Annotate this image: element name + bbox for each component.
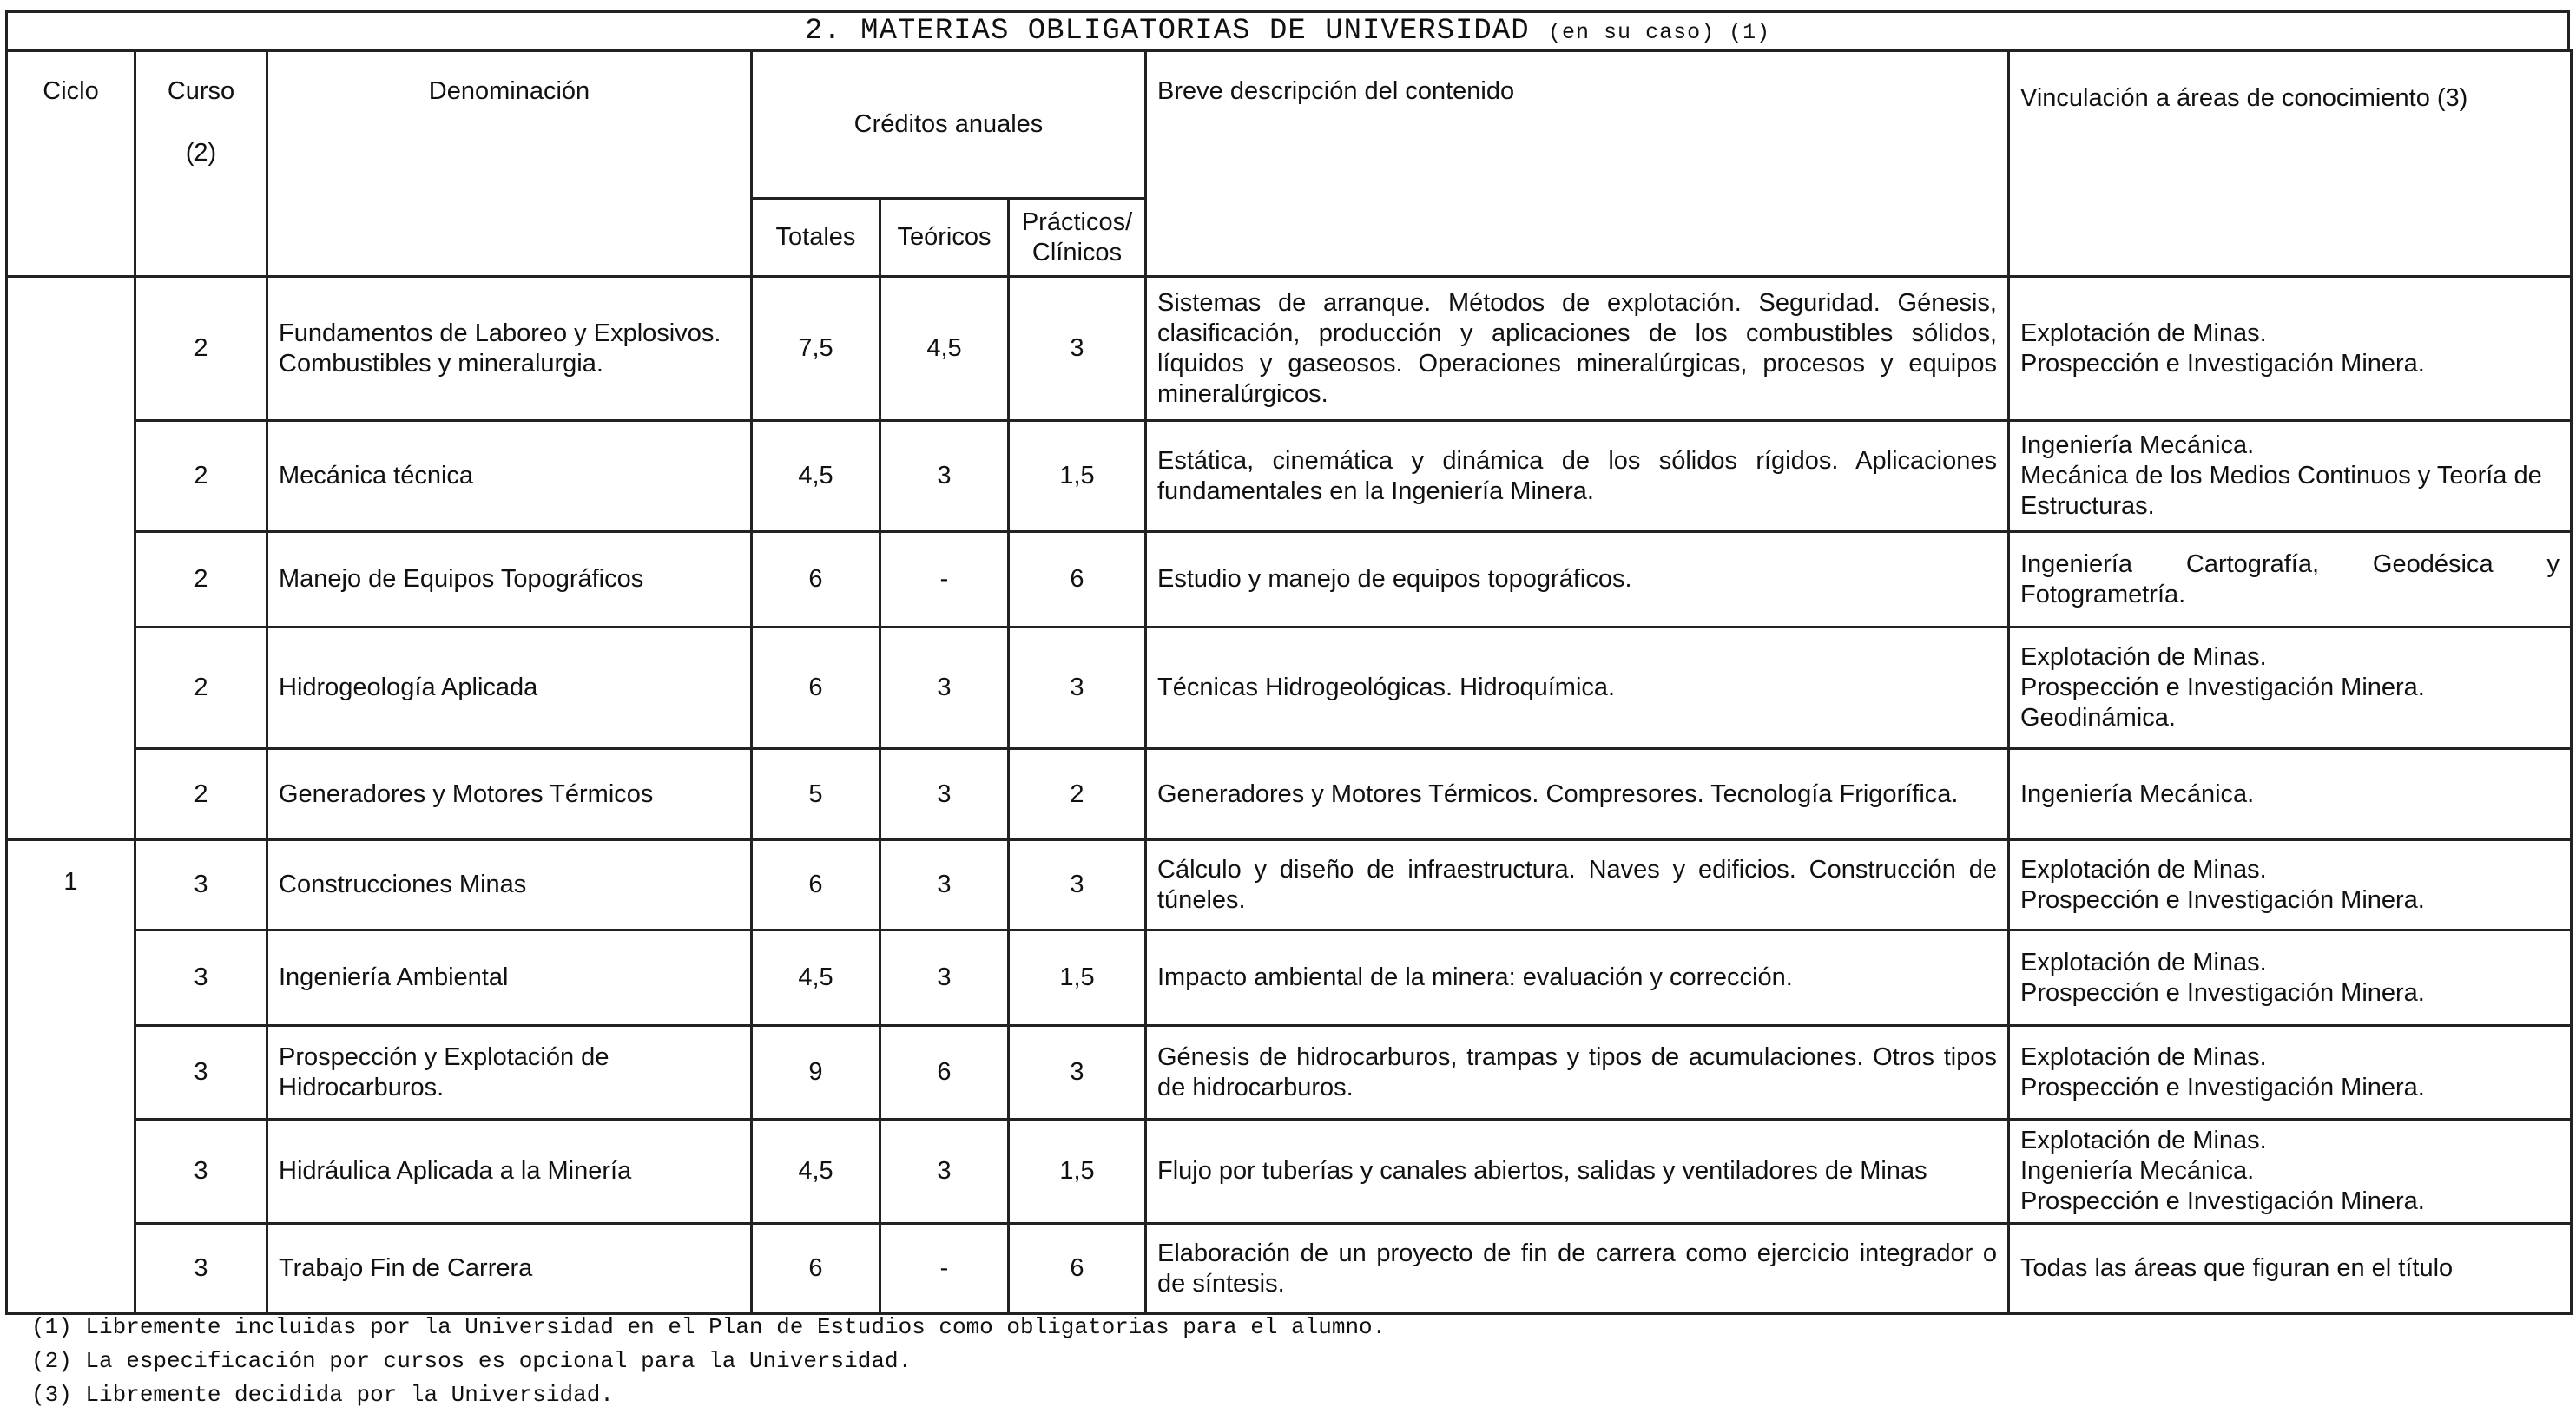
cell-denominacion: Fundamentos de Laboreo y Explosivos. Combustibles y mineralurgia. [267, 277, 752, 421]
cell-denominacion: Hidráulica Aplicada a la Minería [267, 1120, 752, 1224]
cell-descripcion: Impacto ambiental de la minera: evaluación y corrección. [1146, 930, 2009, 1026]
cell-curso: 3 [135, 930, 267, 1026]
table-row [7, 840, 2572, 930]
cell-curso: 2 [135, 421, 267, 532]
header-creditos: Créditos anuales [752, 51, 1146, 199]
cell-curso: 3 [135, 1026, 267, 1120]
cell-totales: 4,5 [752, 421, 880, 532]
vinculacion-line: Explotación de Minas. [2020, 1127, 2267, 1154]
cell-curso: 2 [135, 277, 267, 421]
cell-vinculacion [2009, 1224, 2572, 1314]
cell-descripcion: Elaboración de un proyecto de fin de carrera como ejercicio integrador o de síntesis. [1146, 1224, 2009, 1314]
vinculacion-line: Explotación de Minas. [2020, 643, 2267, 671]
cell-teoricos: - [880, 532, 1009, 628]
header-row-1 [7, 51, 2572, 199]
cell-descripcion: Génesis de hidrocarburos, trampas y tipos de acumulaciones. Otros tipos de hidrocarburos. [1146, 1026, 2009, 1120]
cell-totales: 9 [752, 1026, 880, 1120]
vinculacion-line: Ingeniería Mecánica. [2020, 431, 2255, 459]
cell-teoricos: 3 [880, 930, 1009, 1026]
cell-totales: 4,5 [752, 930, 880, 1026]
cell-curso: 3 [135, 840, 267, 930]
table-row [7, 1224, 2572, 1314]
cell-curso: 2 [135, 532, 267, 628]
cell-practicos: 1,5 [1009, 421, 1146, 532]
cell-practicos: 3 [1009, 277, 1146, 421]
subjects-table [5, 49, 2573, 1315]
cell-practicos: 3 [1009, 840, 1146, 930]
header-curso-label: Curso [167, 77, 235, 105]
vinculacion-line: Ingeniería Cartografía, Geodésica y Fotogrametría. [2020, 549, 2560, 608]
header-denominacion: Denominación [267, 51, 752, 277]
header-curso-note: (2) [185, 139, 217, 167]
cell-teoricos: 4,5 [880, 277, 1009, 421]
cell-descripcion: Estática, cinemática y dinámica de los sólidos rígidos. Aplicaciones fundamentales en la Ingeniería Minera. [1146, 421, 2009, 532]
header-descripcion: Breve descripción del contenido [1146, 51, 2009, 277]
cell-teoricos: - [880, 1224, 1009, 1314]
cell-vinculacion [2009, 749, 2572, 840]
footnote-1: (1) Libremente incluidas por la Universidad en el Plan de Estudios como obligatorias para el alumno. [31, 1314, 1387, 1340]
table-row [7, 628, 2572, 749]
cell-practicos: 1,5 [1009, 930, 1146, 1026]
footnotes [31, 1311, 1386, 1412]
cell-totales: 4,5 [752, 1120, 880, 1224]
vinculacion-line: Todas las áreas que figuran en el título [2020, 1254, 2454, 1282]
vinculacion-line: Explotación de Minas. [2020, 948, 2267, 976]
vinculacion-line: Prospección e Investigación Minera. [2020, 674, 2425, 701]
header-teoricos: Teóricos [880, 199, 1009, 277]
footnote-3: (3) Libremente decidida por la Universidad. [31, 1382, 614, 1408]
cell-teoricos: 3 [880, 1120, 1009, 1224]
vinculacion-line: Ingeniería Mecánica. [2020, 1157, 2255, 1185]
table-row [7, 749, 2572, 840]
vinculacion-line: Prospección e Investigación Minera. [2020, 1187, 2425, 1215]
title-main: 2. MATERIAS OBLIGATORIAS DE UNIVERSIDAD [804, 15, 1530, 48]
vinculacion-line: Ingeniería Mecánica. [2020, 779, 2255, 808]
cell-totales: 6 [752, 840, 880, 930]
cell-practicos: 6 [1009, 532, 1146, 628]
cell-totales: 6 [752, 1224, 880, 1314]
cell-descripcion: Generadores y Motores Térmicos. Compresores. Tecnología Frigorífica. [1146, 749, 2009, 840]
table-row [7, 1120, 2572, 1224]
cell-denominacion: Trabajo Fin de Carrera [267, 1224, 752, 1314]
cell-totales: 7,5 [752, 277, 880, 421]
cell-denominacion: Hidrogeología Aplicada [267, 628, 752, 749]
cell-denominacion: Prospección y Explotación de Hidrocarburos. [267, 1026, 752, 1120]
cell-denominacion: Manejo de Equipos Topográficos [267, 532, 752, 628]
vinculacion-line: Explotación de Minas. [2020, 1042, 2267, 1071]
cell-practicos: 3 [1009, 1026, 1146, 1120]
cell-vinculacion [2009, 1120, 2572, 1224]
cell-denominacion: Mecánica técnica [267, 421, 752, 532]
vinculacion-line: Mecánica de los Medios Continuos y Teoría de Estructuras. [2020, 462, 2542, 520]
cell-practicos: 6 [1009, 1224, 1146, 1314]
cell-ciclo: 1 [7, 840, 135, 1314]
cell-totales: 6 [752, 532, 880, 628]
footnote-2: (2) La especificación por cursos es opcional para la Universidad. [31, 1348, 912, 1374]
cell-vinculacion [2009, 532, 2572, 628]
vinculacion-line: Geodinámica. [2020, 704, 2176, 732]
cell-curso: 2 [135, 749, 267, 840]
cell-curso: 3 [135, 1224, 267, 1314]
table-row [7, 277, 2572, 421]
cell-descripcion: Estudio y manejo de equipos topográficos. [1146, 532, 2009, 628]
cell-vinculacion [2009, 421, 2572, 532]
cell-teoricos: 3 [880, 749, 1009, 840]
cell-denominacion: Ingeniería Ambiental [267, 930, 752, 1026]
vinculacion-line: Prospección e Investigación Minera. [2020, 978, 2425, 1007]
cell-teoricos: 3 [880, 840, 1009, 930]
cell-practicos: 3 [1009, 628, 1146, 749]
header-practicos: Prácticos/ Clínicos [1009, 199, 1146, 277]
header-totales: Totales [752, 199, 880, 277]
cell-teoricos: 3 [880, 421, 1009, 532]
cell-descripcion: Cálculo y diseño de infraestructura. Naves y edificios. Construcción de túneles. [1146, 840, 2009, 930]
table-row [7, 421, 2572, 532]
vinculacion-line: Explotación de Minas. [2020, 855, 2267, 884]
cell-descripcion: Flujo por tuberías y canales abiertos, salidas y ventiladores de Minas [1146, 1120, 2009, 1224]
cell-curso: 3 [135, 1120, 267, 1224]
table-row [7, 930, 2572, 1026]
cell-denominacion: Construcciones Minas [267, 840, 752, 930]
cell-teoricos: 6 [880, 1026, 1009, 1120]
table-row [7, 1026, 2572, 1120]
document-sheet [5, 10, 2570, 1315]
header-ciclo: Ciclo [7, 51, 135, 277]
cell-descripcion: Técnicas Hidrogeológicas. Hidroquímica. [1146, 628, 2009, 749]
header-vinculacion: Vinculación a áreas de conocimiento (3) [2009, 51, 2572, 277]
cell-vinculacion [2009, 277, 2572, 421]
vinculacion-line: Prospección e Investigación Minera. [2020, 1073, 2425, 1101]
cell-practicos: 2 [1009, 749, 1146, 840]
header-curso [135, 51, 267, 277]
ciclo-cell-empty [7, 277, 135, 840]
cell-practicos: 1,5 [1009, 1120, 1146, 1224]
vinculacion-line: Prospección e Investigación Minera. [2020, 885, 2425, 914]
cell-vinculacion [2009, 1026, 2572, 1120]
cell-denominacion: Generadores y Motores Térmicos [267, 749, 752, 840]
cell-totales: 6 [752, 628, 880, 749]
table-row [7, 532, 2572, 628]
cell-vinculacion [2009, 930, 2572, 1026]
cell-vinculacion [2009, 840, 2572, 930]
cell-teoricos: 3 [880, 628, 1009, 749]
cell-vinculacion [2009, 628, 2572, 749]
vinculacion-line: Explotación de Minas. [2020, 319, 2267, 347]
vinculacion-line: Prospección e Investigación Minera. [2020, 349, 2425, 378]
cell-curso: 2 [135, 628, 267, 749]
table-title [5, 10, 2570, 49]
cell-totales: 5 [752, 749, 880, 840]
title-suffix: (en su caso) (1) [1548, 20, 1771, 45]
cell-descripcion: Sistemas de arranque. Métodos de explotación. Seguridad. Génesis, clasificación, producción y aplicaciones de los combustibles sólidos, líquidos y gaseosos. Operaciones mineralúrgicas, procesos y equipos mineralúrgicos. [1146, 277, 2009, 421]
